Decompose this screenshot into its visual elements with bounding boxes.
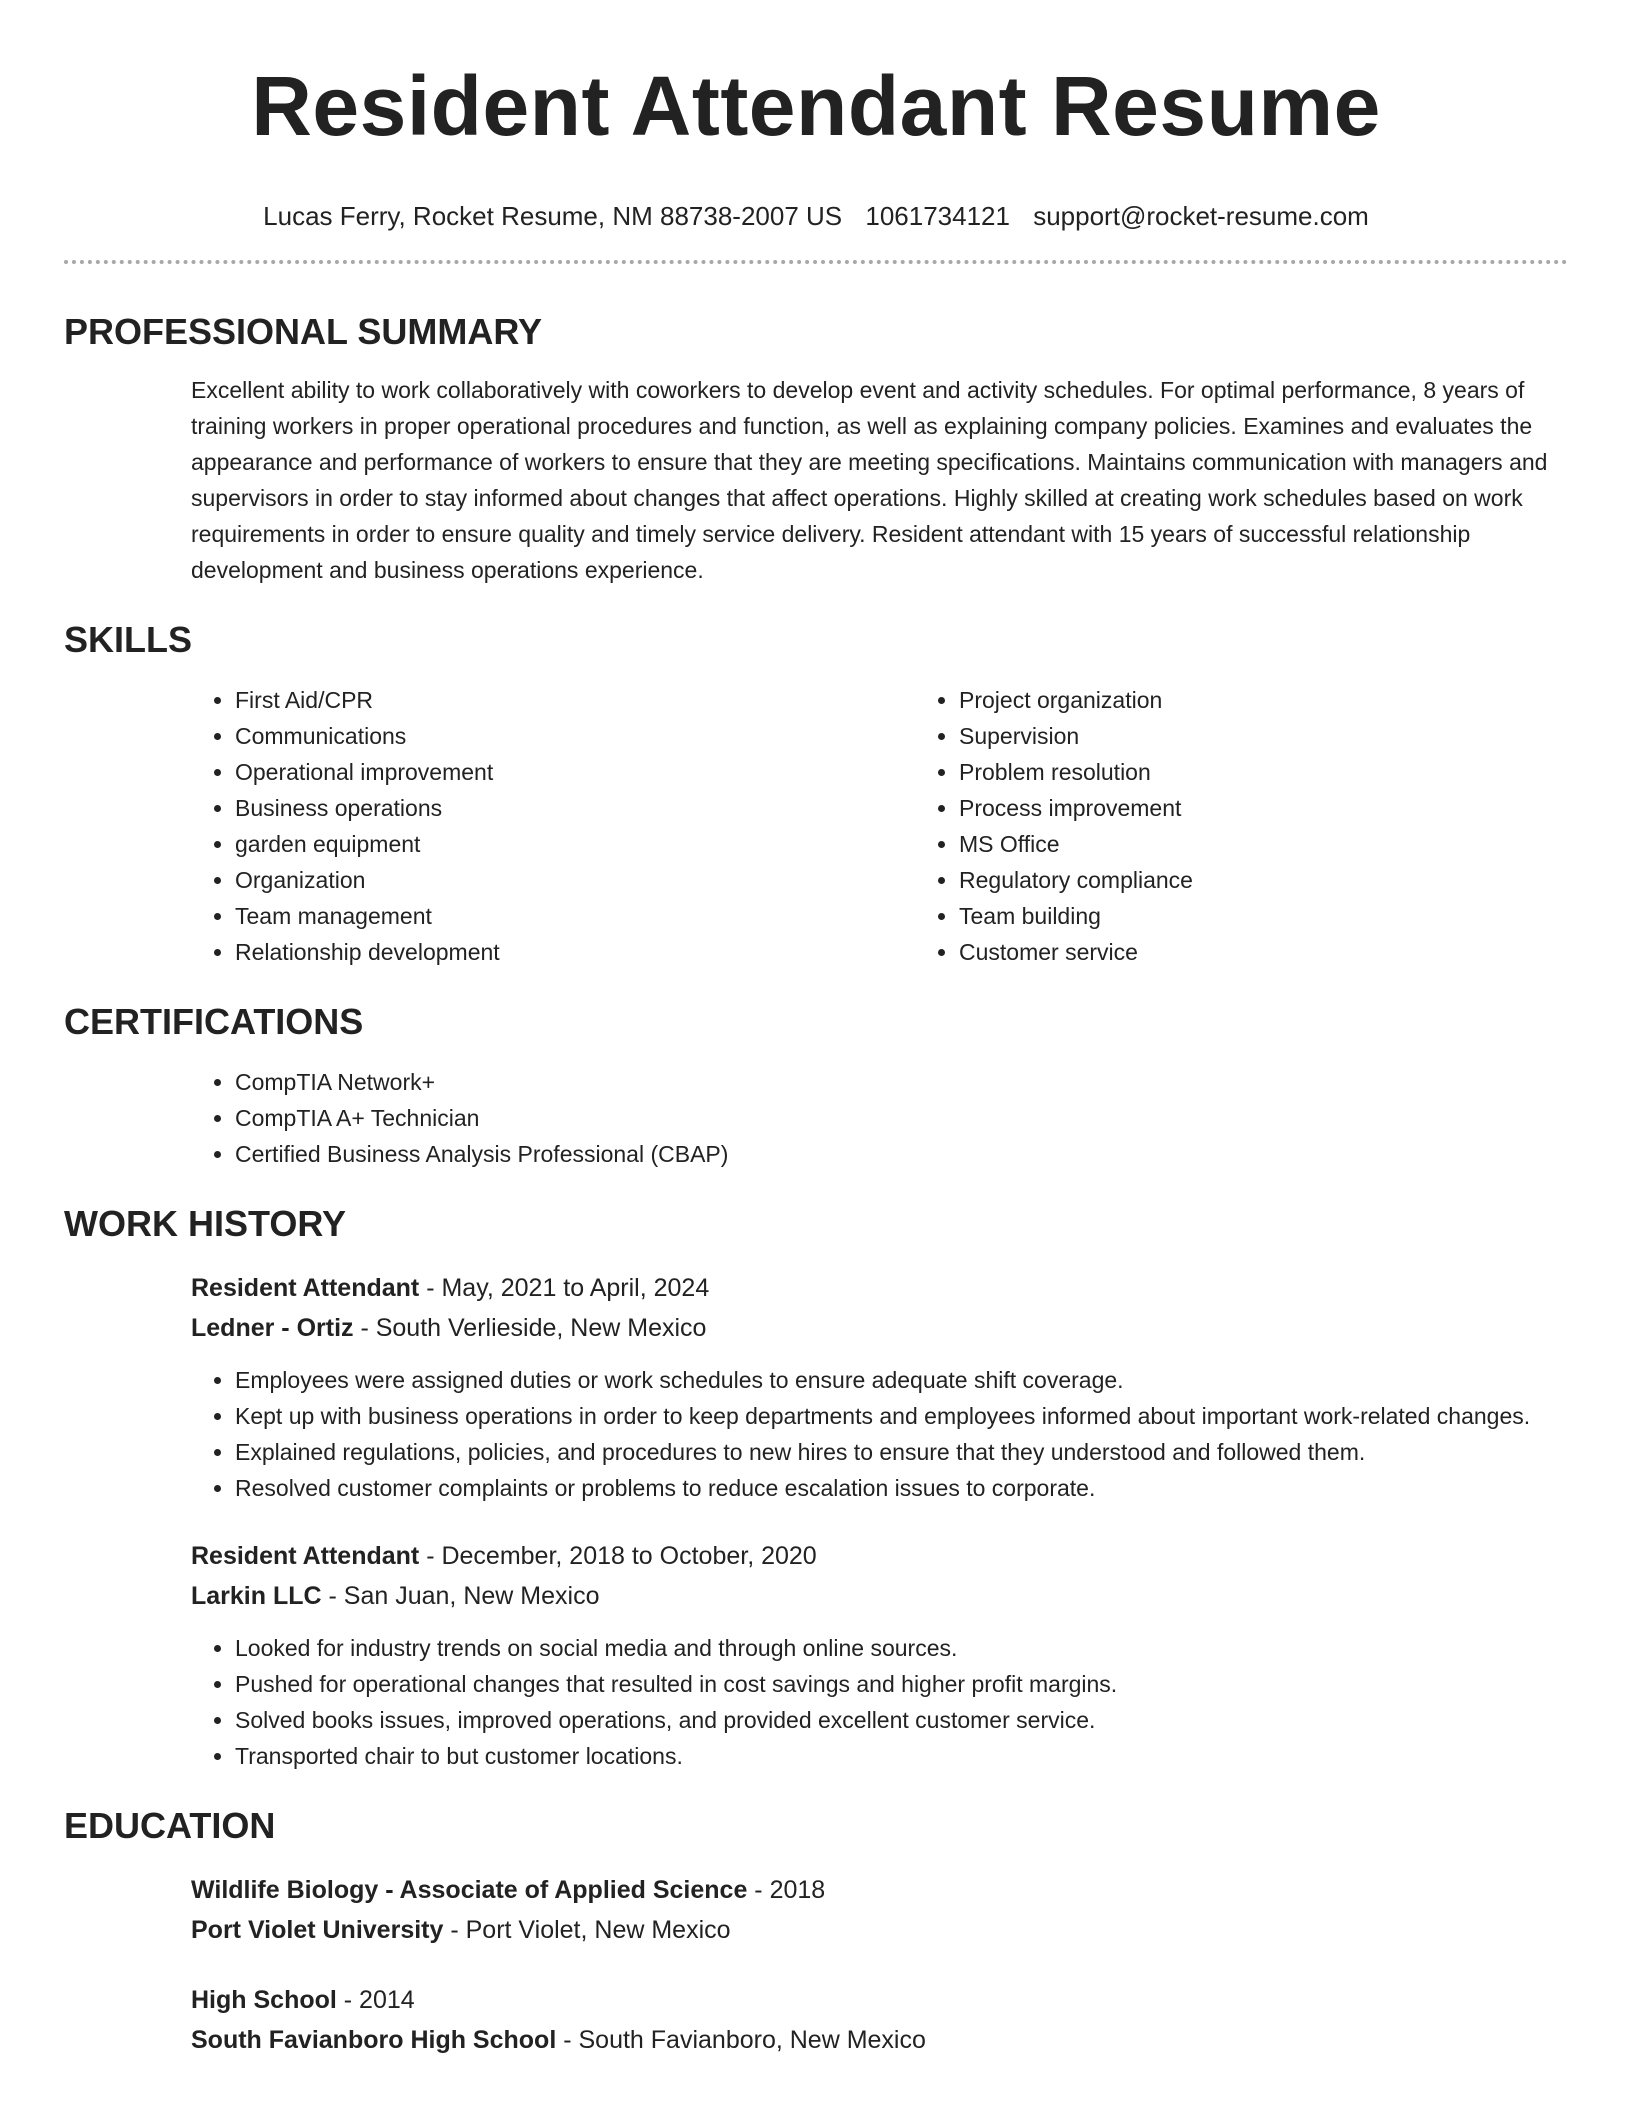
contact-email: support@rocket-resume.com [1033,201,1369,231]
job-company: Ledner - Ortiz [191,1314,354,1342]
job-entry [64,1268,1568,1506]
skill-item: • Customer service [959,934,1193,970]
summary-heading: PROFESSIONAL SUMMARY [64,311,543,352]
skill-item: • Regulatory compliance [959,862,1193,898]
skill-item: • First Aid/CPR [235,682,915,718]
job-title: Resident Attendant [191,1542,420,1570]
work-history-heading: WORK HISTORY [64,1203,347,1244]
certifications-list-wrap [64,1064,1568,1172]
education-entry [64,1980,1568,2060]
job-bullet: • Pushed for operational changes that resulted in cost savings and higher profit margins. [235,1666,1568,1702]
summary-section [64,310,1568,588]
skill-item: • Team building [959,898,1193,934]
job-location: - South Verlieside, New Mexico [353,1314,707,1342]
skill-item: • Project organization [959,682,1193,718]
job-location: - San Juan, New Mexico [321,1582,600,1610]
degree-year: - 2018 [747,1876,826,1904]
job-company-line [191,1308,1568,1348]
certification-item: • Certified Business Analysis Professional (CBAP) [235,1136,1568,1172]
job-dates: - December, 2018 to October, 2020 [419,1542,817,1570]
contact-phone: 1061734121 [865,201,1010,231]
degree-line [191,1980,1568,2020]
job-dates: - May, 2021 to April, 2024 [419,1274,710,1302]
contact-line [64,198,1568,234]
certifications-list [191,1064,1568,1172]
job-company-line [191,1576,1568,1616]
skill-item: • Process improvement [959,790,1193,826]
job-company: Larkin LLC [191,1582,322,1610]
skill-item: • Operational improvement [235,754,915,790]
skills-grid [64,682,1568,970]
job-bullet: • Solved books issues, improved operations, and provided excellent customer service. [235,1702,1568,1738]
work-history-section [64,1202,1568,1774]
education-entry [64,1870,1568,1950]
job-bullet: • Looked for industry trends on social media and through online sources. [235,1630,1568,1666]
skill-item: • garden equipment [235,826,915,862]
school-location: - South Favianboro, New Mexico [556,2026,926,2054]
skill-item: • Communications [235,718,915,754]
summary-text: Excellent ability to work collaboratively with coworkers to develop event and activity schedules. For optimal performance, 8 years of training workers in proper operational procedures and function, as well as explaining company policies. Examines and evaluates the appearance and performance of workers to ensure that they are meeting specifications. Maintains communication with managers and supervisors in order to stay informed about changes that affect operations. Highly skilled at creating work schedules based on work requirements in order to ensure quality and timely service delivery. Resident attendant with 15 years of successful relationship development and business operations experience. [191,377,1548,583]
job-bullets [191,1630,1568,1774]
job-title-line [191,1268,1568,1308]
school-name: South Favianboro High School [191,2026,557,2054]
school-location: - Port Violet, New Mexico [443,1916,731,1944]
header-divider [64,260,1568,264]
education-heading: EDUCATION [64,1805,276,1846]
school-line [191,1910,1568,1950]
job-title: Resident Attendant [191,1274,420,1302]
certifications-section [64,1000,1568,1172]
skill-item: • Organization [235,862,915,898]
skill-item: • Supervision [959,718,1193,754]
certification-item: • CompTIA Network+ [235,1064,1568,1100]
skills-list-left [191,682,915,970]
skill-item: • Problem resolution [959,754,1193,790]
school-name: Port Violet University [191,1916,444,1944]
resume-title: Resident Attendant Resume [251,59,1381,153]
job-bullet: • Kept up with business operations in order to keep departments and employees informed about important work-related changes. [235,1398,1568,1434]
job-bullet: • Resolved customer complaints or problems to reduce escalation issues to corporate. [235,1470,1568,1506]
degree-year: - 2014 [336,1986,415,2014]
skill-item: • Relationship development [235,934,915,970]
skills-heading: SKILLS [64,619,193,660]
skill-item: • Team management [235,898,915,934]
job-bullets [191,1362,1568,1506]
degree-name: Wildlife Biology - Associate of Applied Science [191,1876,748,1904]
job-bullet: • Explained regulations, policies, and procedures to new hires to ensure that they understood and followed them. [235,1434,1568,1470]
degree-name: High School [191,1986,337,2014]
skills-section [64,618,1568,970]
education-section [64,1804,1568,2060]
contact-address: Lucas Ferry, Rocket Resume, NM 88738-2007 US [263,201,843,231]
job-bullet: • Employees were assigned duties or work schedules to ensure adequate shift coverage. [235,1362,1568,1398]
certifications-heading: CERTIFICATIONS [64,1001,364,1042]
skill-item: • MS Office [959,826,1193,862]
certification-item: • CompTIA A+ Technician [235,1100,1568,1136]
job-bullet: • Transported chair to but customer locations. [235,1738,1568,1774]
school-line [191,2020,1568,2060]
job-entry [64,1536,1568,1774]
skill-item: • Business operations [235,790,915,826]
degree-line [191,1870,1568,1910]
job-title-line [191,1536,1568,1576]
skills-list-right [915,682,1193,970]
